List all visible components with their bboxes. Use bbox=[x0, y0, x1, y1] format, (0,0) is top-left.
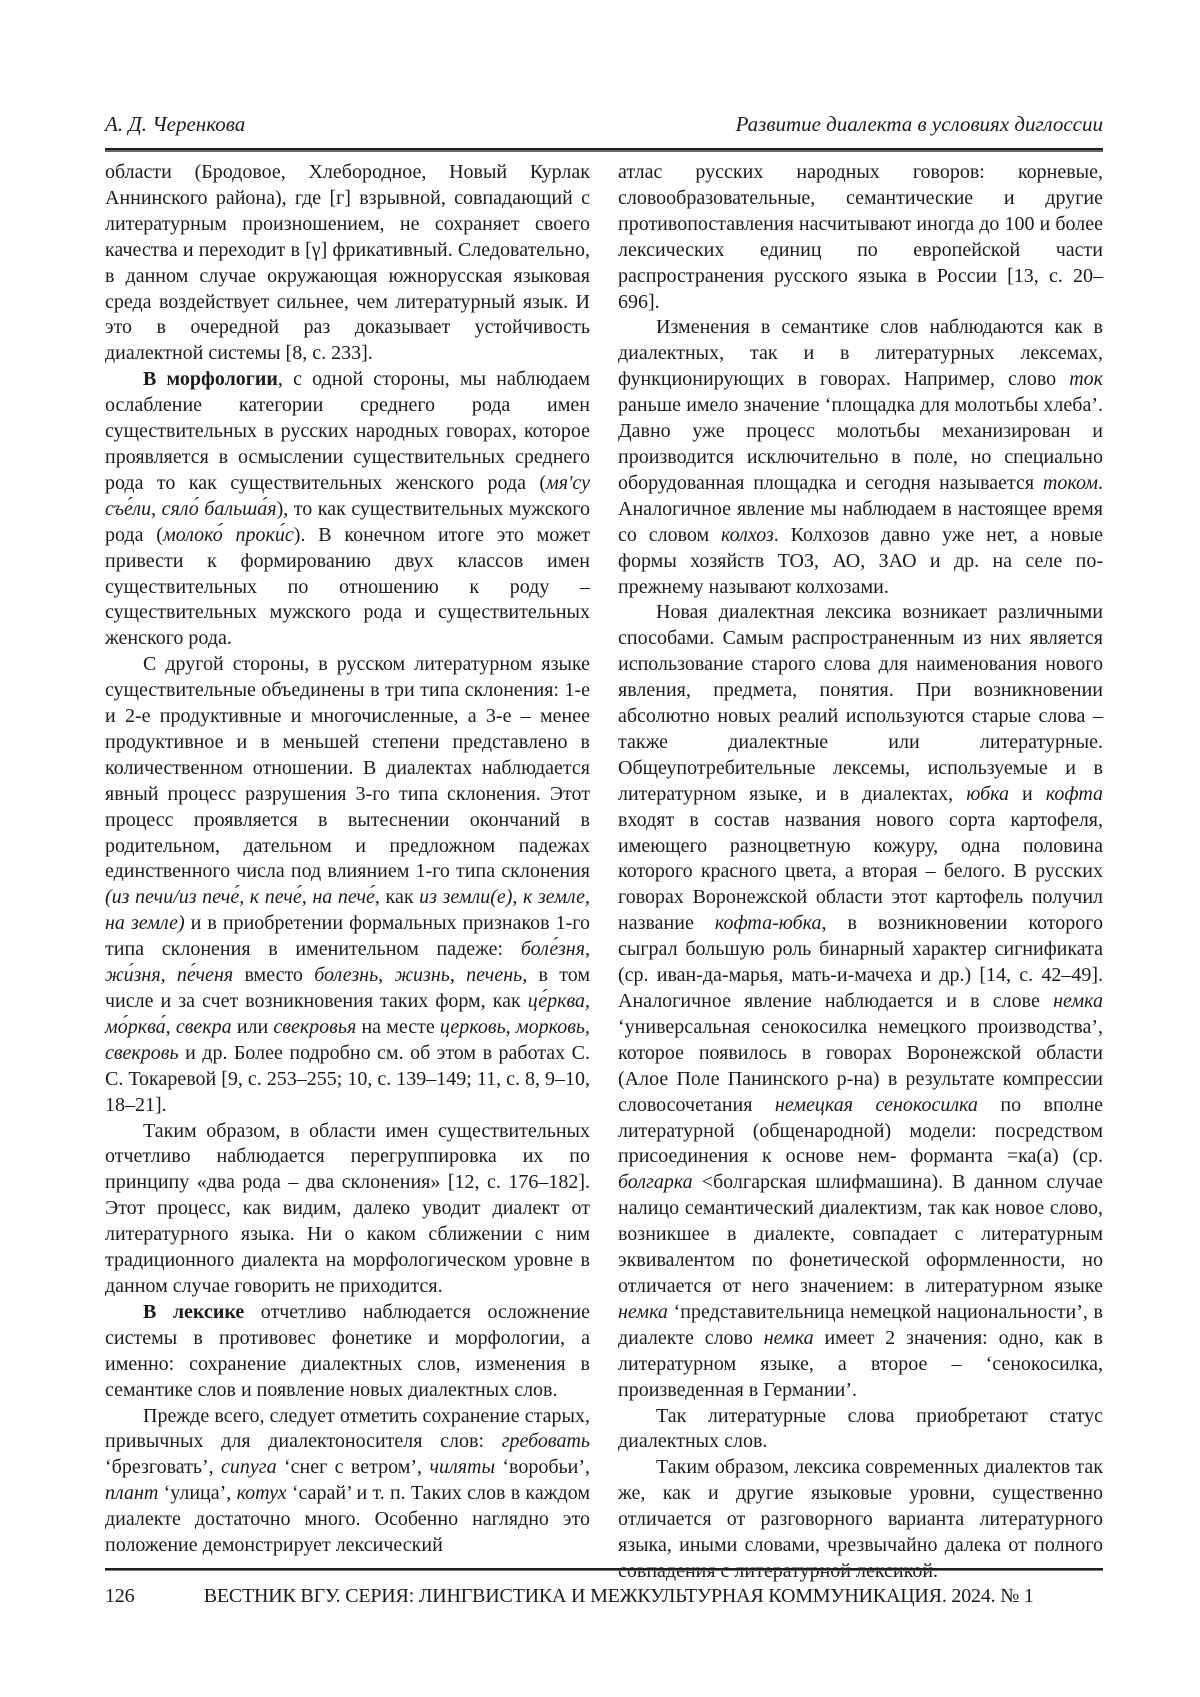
italic-text: сипуга bbox=[221, 1456, 277, 1479]
text: , с одной стороны, мы наблюдаем ослабление категории среднего рода имен существительных в русских народных говорах, которое проявляется в осмыслении существительных среднего рода то как существительных женского рода ( bbox=[105, 368, 590, 494]
paragraph bbox=[105, 1300, 590, 1404]
italic-text: колхоз bbox=[721, 523, 774, 546]
paragraph bbox=[618, 1455, 1103, 1585]
footer-row bbox=[105, 1585, 1103, 1608]
text: раньше имело значение ‘площадка для молотьбы хлеба’. Давно уже процесс молотьбы механизирован и производится исключительно в поле, но специально оборудованная площадка и сегодня называется bbox=[618, 394, 1103, 494]
italic-text: болезнь, жизнь, печень, bbox=[314, 964, 528, 987]
text: имеет 2 значения: одно, как в литературном языке, а второе – ‘сенокосилка, произведенная в Германии’. bbox=[618, 1326, 1103, 1401]
paragraph bbox=[105, 652, 590, 1118]
text: Так литературные слова приобретают статус диалектных слов. bbox=[618, 1404, 1103, 1453]
text: Таким образом, в области имен существительных отчетливо наблюдается перегруппировка их по принципу «два рода – два склонения» [12, с. 176–182]. Этот процесс, как видим, далеко уводит диалект от литературного языка. Ни о каком сближении с ним традиционного диалекта на морфологическом уровне в данном случае говорить не приходится. bbox=[105, 1119, 590, 1297]
italic-text: (из печи/из пече́, к пече́, на пече́, bbox=[105, 886, 380, 909]
italic-text: ток bbox=[1069, 368, 1103, 391]
text: ‘улица’, bbox=[158, 1482, 237, 1505]
paragraph bbox=[105, 367, 590, 652]
footer-rule bbox=[105, 1568, 1103, 1571]
journal-title: ВЕСТНИК ВГУ. СЕРИЯ: ЛИНГВИСТИКА И МЕЖКУЛЬТУРНАЯ КОММУНИКАЦИЯ. 2024. № 1 bbox=[203, 1585, 1034, 1607]
text: ). В конечном итоге это может привести к формированию двух классов имен существительных по отношению к роду – существительных мужского рода и существительных женского рода. bbox=[105, 523, 590, 650]
bold-text: В лексике bbox=[143, 1300, 245, 1323]
running-head bbox=[105, 112, 1103, 136]
italic-text: немка bbox=[1053, 990, 1103, 1012]
text: ‘воробьи’, bbox=[494, 1456, 590, 1479]
text: , в возникновении которого сыграл большую роль бинарный характер сигнификата (ср. иван-да-марья, мать-и-мачеха и др.) [14, с. 42–49]. Аналогичное явление наблюдается и в слове bbox=[618, 912, 1103, 1012]
italic-text: це́рква, мо́рква́, свекра bbox=[105, 990, 590, 1038]
text: <болгарская шлифмашина). В данном случае налицо семантический диалектизм, так как новое слово, возникшее в диалекте, совпадает с литературным эквивалентом по фонетической оформленности, но отличается от него значением: в литературном языке bbox=[618, 1171, 1103, 1297]
text: и др. Более подробно см. об этом в работах С. С. Токаревой [9, с. 253–255; 10, с. 139–149; 11, с. 8, 9–10, 18–21]. bbox=[105, 1041, 590, 1116]
paragraph bbox=[618, 315, 1103, 600]
header-rule bbox=[105, 148, 1103, 152]
italic-text: плант bbox=[105, 1482, 159, 1505]
left-column bbox=[105, 160, 590, 1555]
text: как bbox=[379, 886, 420, 909]
text: Изменения в семантике слов наблюдаются как в диалектных, так и в литературных лексемах, функционирующих в говорах. Например, слово bbox=[618, 316, 1103, 391]
italic-text: чиляты bbox=[429, 1456, 495, 1479]
paragraph bbox=[105, 1119, 590, 1300]
italic-text: молоко́ проки́с bbox=[162, 523, 294, 546]
text: вместо bbox=[233, 964, 315, 987]
italic-text: котух bbox=[236, 1482, 287, 1505]
paragraph bbox=[618, 1404, 1103, 1456]
paragraph bbox=[105, 160, 590, 367]
italic-text: немецкая сенокосилка bbox=[774, 1093, 978, 1116]
paragraph bbox=[105, 1404, 590, 1559]
text: по вполне литературной (общенародной) модели: посредством присоединения к основе нем- форманта =ка(а) (ср. bbox=[618, 1093, 1103, 1168]
text: отчетливо наблюдается осложнение системы в противовес фонетике и морфологии, а именно: сохранение диалектных слов, изменения в семантике слов и появление новых диалектных слов. bbox=[105, 1300, 591, 1401]
text: С другой стороны, в русском литературном языке существительные объединены в три типа склонения: 1-е и 2-е продуктивные и многочисленные, а 3-е – менее продуктивное и в меньшей степени представлено в количественном отношении. В диалектах наблюдается явный процесс разрушения 3-го типа склонения. Этот процесс проявляется в вытеснении окончаний в родительном, дательном и предложном падежах единственного числа под влиянием 1-го типа склонения bbox=[105, 653, 590, 883]
italic-text: мя'су съе́ли, сяло́ бальша́я bbox=[105, 471, 590, 520]
italic-text: кофта-юбка bbox=[714, 912, 822, 935]
italic-text: церковь, морковь, свекровь bbox=[105, 1015, 590, 1064]
header-author: А. Д. Черенкова bbox=[105, 112, 246, 136]
text: на месте bbox=[356, 1015, 440, 1038]
text: . Аналогичное явление мы наблюдаем в настоящее время со словом bbox=[618, 471, 1103, 546]
italic-text: болгарка bbox=[618, 1171, 693, 1194]
italic-text: боле́зня, жи́зня, пе́ченя bbox=[105, 938, 590, 987]
text: ‘снег с ветром’, bbox=[276, 1456, 430, 1479]
right-column bbox=[618, 160, 1103, 1555]
text: и bbox=[1009, 782, 1046, 805]
italic-text: немка bbox=[618, 1300, 668, 1323]
bold-text: В морфологии bbox=[143, 368, 278, 391]
text: и в приобретении формальных признаков 1-го типа склонения в именительном падеже: bbox=[105, 912, 591, 961]
italic-text: током bbox=[1042, 471, 1098, 494]
text: ‘представительница немецкой национальности’, в диалекте слово bbox=[618, 1300, 1103, 1349]
text: Прежде всего, следует отметить сохранение старых, привычных для диалектоносителя слов: bbox=[105, 1404, 590, 1453]
text: ), то как существительных мужского рода ( bbox=[105, 497, 590, 546]
text: атлас русских народных говоров: корневые, словообразовательные, семантические и другие противопоставления насчитывают иногда до 100 и более лексических единиц по европейской части распространения русского языка в России [13, с. 20–696]. bbox=[618, 161, 1103, 313]
italic-text: кофта bbox=[1045, 782, 1104, 805]
text: Таким образом, лексика современных диалектов так же, как и другие языковые уровни, существенно отличается от разговорного варианта литературного языка, иными словами, чрезвычайно далека от полного bbox=[618, 1456, 1103, 1557]
text: ‘сарай’ и т. п. Таких слов в каждом диалекте достаточно много. Особенно наглядно это положение демонстрирует лексический bbox=[105, 1482, 590, 1557]
text: Новая диалектная лексика возникает различными способами. Самым распространенным из них является использование старого слова для наименования нового явления, предмета, понятия. При возникновении абсолютно новых реалий используются старые слова – также диалектные или литературные. Общеупотребительные лексемы, используемые и в литературном языке, и в диалектах, bbox=[618, 601, 1103, 805]
text: или bbox=[231, 1015, 274, 1038]
text: . Колхозов давно уже нет, а новые формы хозяйств ТОЗ, АО, ЗАО и др. на селе по-прежнему называют колхозами. bbox=[618, 523, 1103, 598]
italic-text: гребовать bbox=[501, 1430, 590, 1453]
paragraph bbox=[618, 600, 1103, 1403]
italic-text: из земли(е), к земле, на земле) bbox=[105, 886, 590, 935]
text: ‘брезговать’, bbox=[105, 1456, 222, 1479]
text: ‘универсальная сенокосилка немецкого производства’, которое появилось в говорах Воронежской области (Алое Поле Панинского р-на) в результате компрессии словосочетания bbox=[618, 1015, 1103, 1116]
text: в том числе и за счет возникновения таких форм, как bbox=[105, 964, 590, 1012]
header-article-title: Развитие диалекта в условиях диглоссии bbox=[735, 112, 1103, 136]
article-body bbox=[105, 160, 1103, 1555]
italic-text: юбка bbox=[966, 782, 1009, 805]
italic-text: немка bbox=[763, 1326, 814, 1349]
text: входят в состав названия нового сорта картофеля, имеющего разноцветную кожуру, одна половина которого красного цвета, а вторая – белого. В русских говорах Воронежской области этот картофель получил название bbox=[618, 808, 1103, 935]
paragraph bbox=[618, 160, 1103, 315]
page-number: 126 bbox=[105, 1585, 135, 1607]
italic-text: свекровья bbox=[273, 1015, 357, 1038]
text: области (Бродовое, Хлебородное, Новый Курлак Аннинского района), где [г] взрывной, совпадающий с литературным произношением, не сохраняет своего качества и переходит в [γ] фрикативный. Следовательно, в данном случае окружающая южнорусская языковая среда воздействует сильнее, чем литературный язык. И это в очередной раз доказывает устойчивость диалектной системы [8, с. 233]. bbox=[105, 161, 590, 365]
page-footer bbox=[105, 1568, 1103, 1608]
